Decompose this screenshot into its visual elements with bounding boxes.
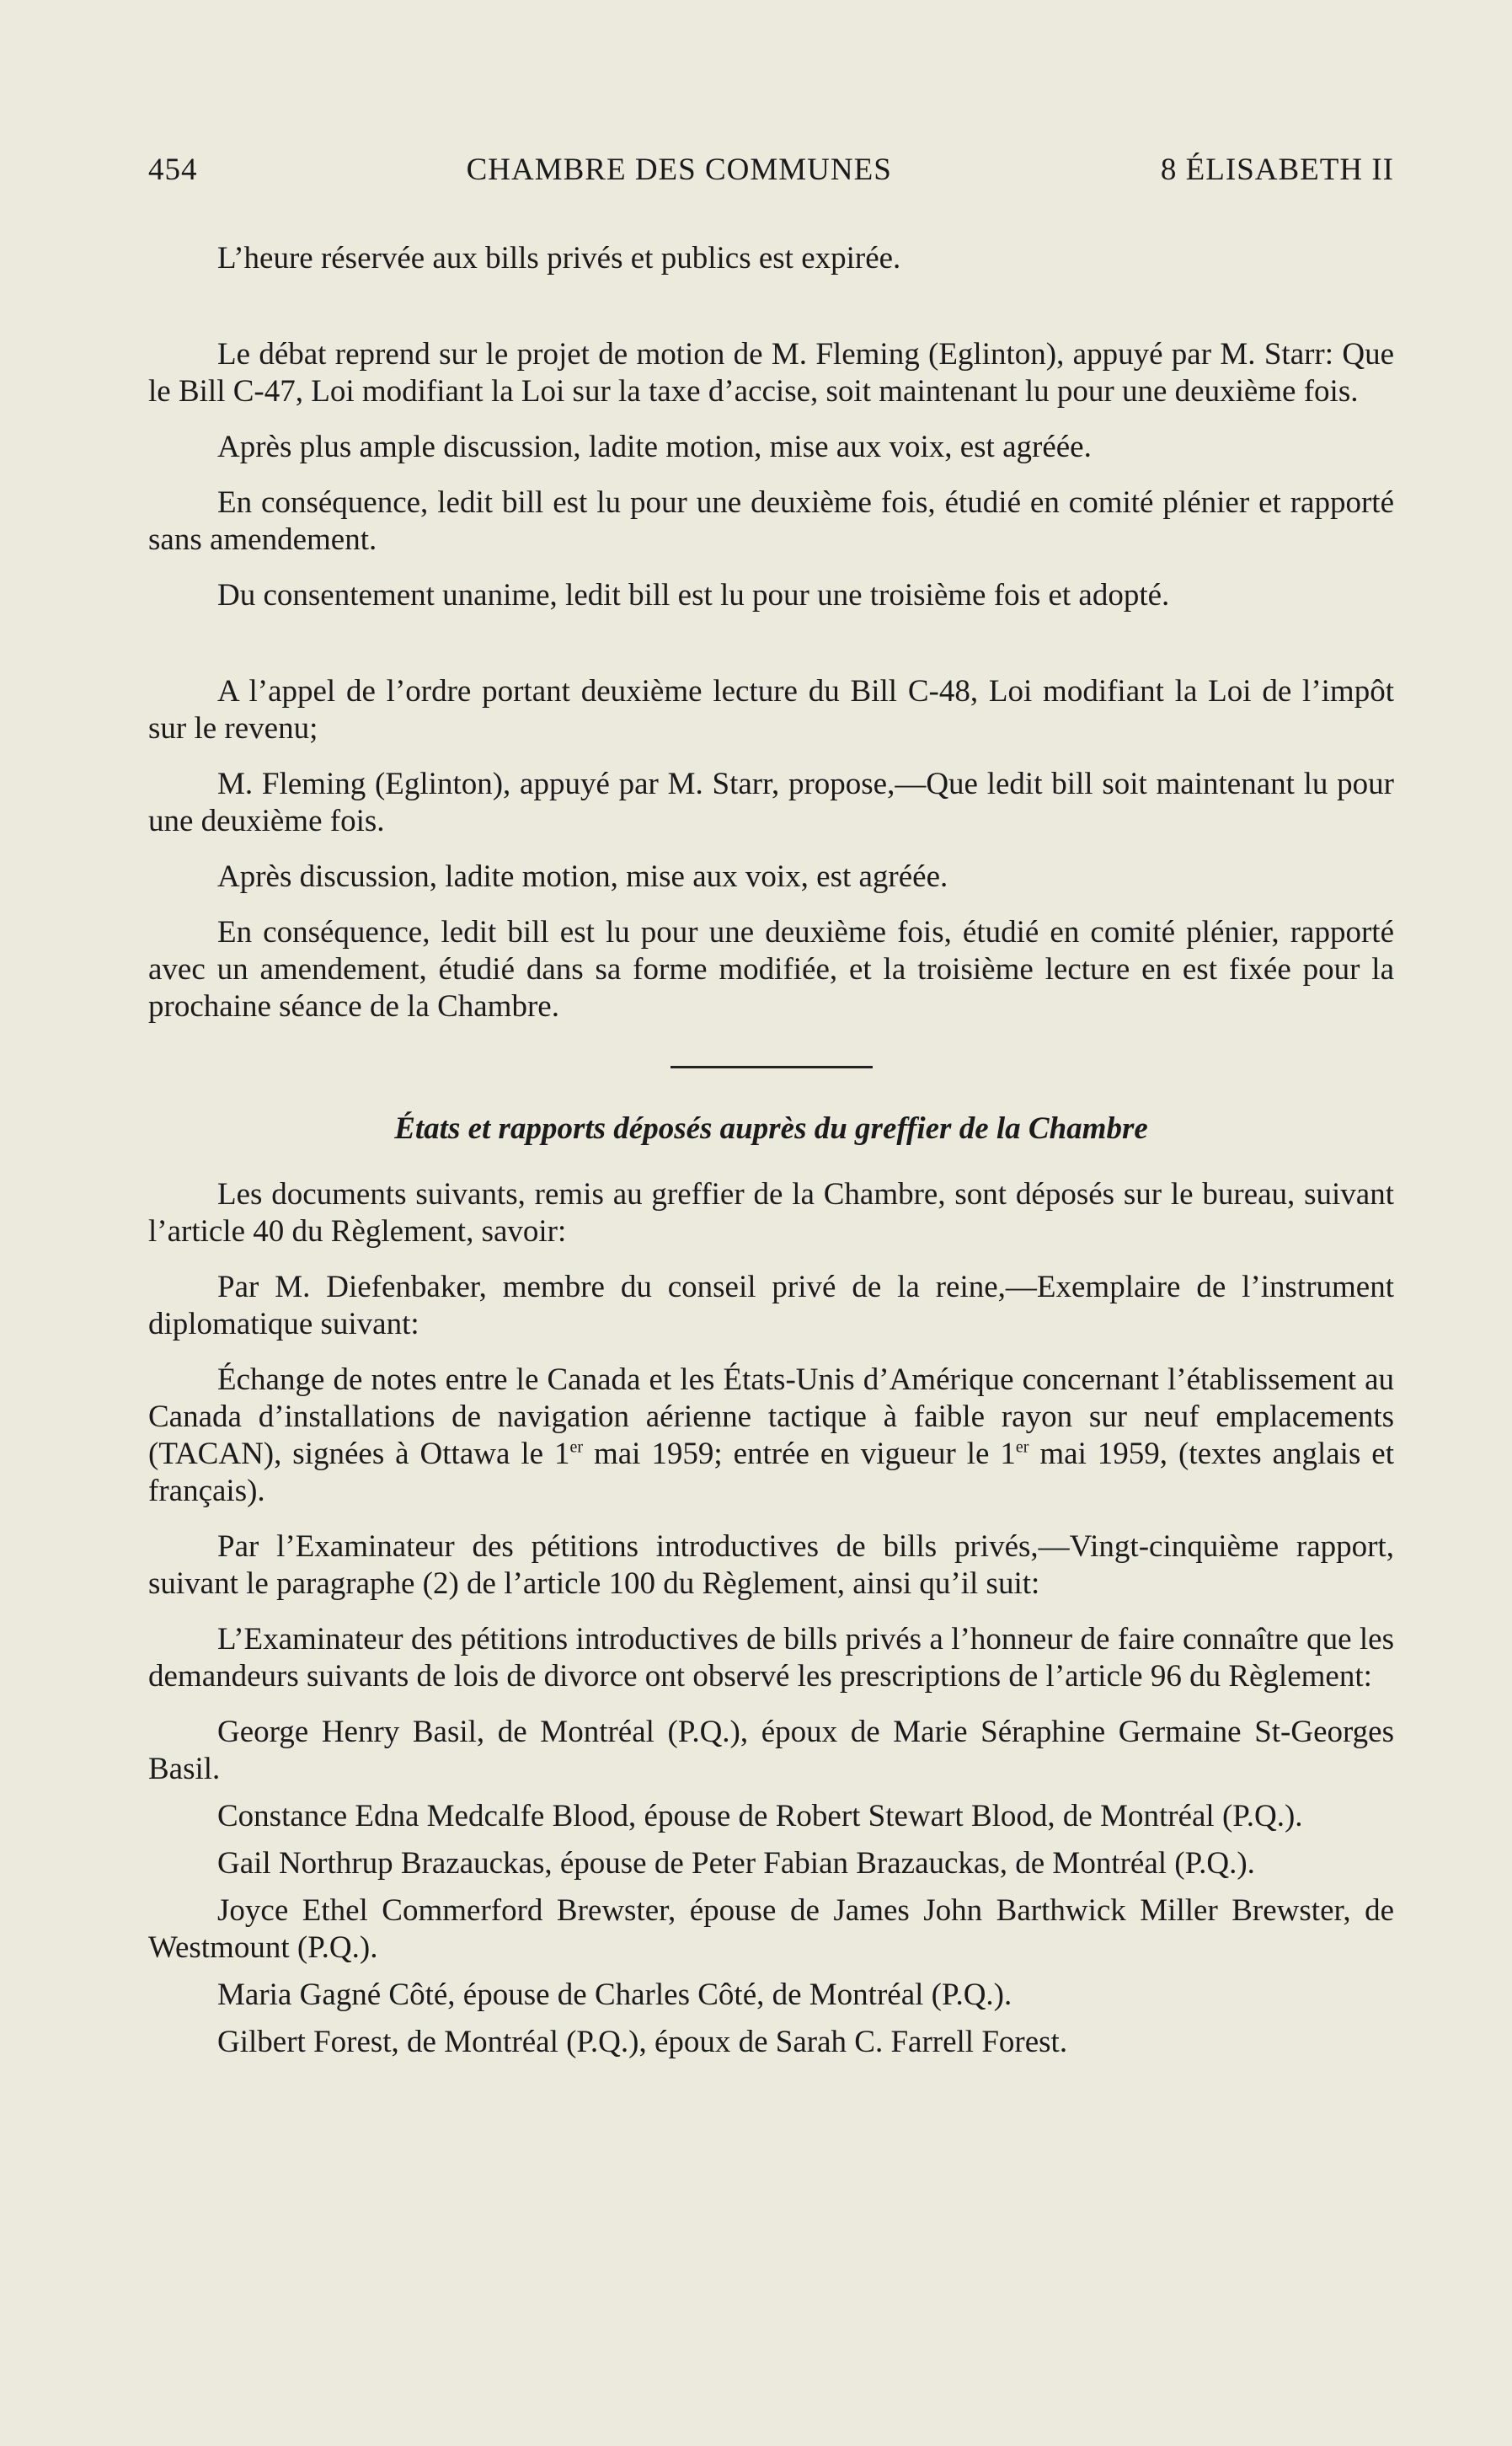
page-number: 454 xyxy=(148,153,198,187)
paragraph-examiner-report: Par l’Examinateur des pétitions introductives de bills privés,—Vingt-cinquième rapport, suivant le paragraphe (2) de l’article 100 du Règlement, ainsi qu’il suit: xyxy=(148,1529,1394,1601)
paragraph-debate-resumes: Le débat reprend sur le projet de motion de M. Fleming (Eglinton), appuyé par M. Starr: Que le Bill C-47, Loi modifiant la Loi sur la taxe d’accise, soit maintenant lu pour une deuxième fois. xyxy=(148,337,1394,409)
petitioner-item: Gail Northrup Brazauckas, épouse de Peter Fabian Brazauckas, de Montréal (P.Q.). xyxy=(217,1846,1255,1881)
petitioner-item: George Henry Basil, de Montréal (P.Q.), époux de Marie Séraphine Germaine St-Georges Basil. xyxy=(148,1715,1394,1786)
paragraph-second-reading: En conséquence, ledit bill est lu pour une deuxième fois, étudié en comité plénier et rapporté sans amendement. xyxy=(148,485,1394,557)
regnal-year: 8 ÉLISABETH II xyxy=(1160,153,1394,187)
section-divider xyxy=(671,1066,873,1068)
petitioner-item: Constance Edna Medcalfe Blood, épouse de Robert Stewart Blood, de Montréal (P.Q.). xyxy=(217,1799,1303,1833)
petitioner-item: Joyce Ethel Commerford Brewster, épouse de James John Barthwick Miller Brewster, de Westmount (P.Q.). xyxy=(148,1893,1394,1965)
section-title: États et rapports déposés auprès du greffier de la Chambre xyxy=(394,1111,1148,1146)
paragraph-fleming-proposes: M. Fleming (Eglinton), appuyé par M. Starr, propose,—Que ledit bill soit maintenant lu pour une deuxième fois. xyxy=(148,767,1394,838)
paragraph-diefenbaker: Par M. Diefenbaker, membre du conseil privé de la reine,—Exemplaire de l’instrument diplomatique suivant: xyxy=(148,1270,1394,1341)
paragraph-discussion-agreed: Après discussion, ladite motion, mise aux voix, est agréée. xyxy=(217,859,948,894)
running-header xyxy=(148,152,1394,188)
petitioner-item: Maria Gagné Côté, épouse de Charles Côté, de Montréal (P.Q.). xyxy=(217,1978,1012,2012)
paragraph-hour-expired: L’heure réservée aux bills privés et publics est expirée. xyxy=(217,241,901,276)
body-text xyxy=(148,240,1394,2061)
paragraph-tacan-exchange: Échange de notes entre le Canada et les États-Unis d’Amérique concernant l’établissement au Canada d’installations de navigation aérienne tactique à faible rayon sur neuf emplacements (TACAN), signées à Ottawa le 1er mai 1959; entrée en vigueur le 1er mai 1959, (textes anglais et français). xyxy=(148,1362,1395,1508)
petitioner-item: Gilbert Forest, de Montréal (P.Q.), époux de Sarah C. Farrell Forest. xyxy=(217,2025,1068,2059)
journal-title: CHAMBRE DES COMMUNES xyxy=(466,153,892,187)
paragraph-documents-tabled: Les documents suivants, remis au greffier de la Chambre, sont déposés sur le bureau, suivant l’article 40 du Règlement, savoir: xyxy=(148,1177,1394,1249)
paragraph-committee-amendment: En conséquence, ledit bill est lu pour une deuxième fois, étudié en comité plénier, rapporté avec un amendement, étudié dans sa forme modifiée, et la troisième lecture en est fixée pour la prochaine séance de la Chambre. xyxy=(148,915,1394,1024)
paragraph-third-reading: Du consentement unanime, ledit bill est lu pour une troisième fois et adopté. xyxy=(217,578,1170,613)
paragraph-order-c48: A l’appel de l’ordre portant deuxième lecture du Bill C-48, Loi modifiant la Loi de l’impôt sur le revenu; xyxy=(148,674,1394,746)
paragraph-examiner-honour: L’Examinateur des pétitions introductives de bills privés a l’honneur de faire connaître que les demandeurs suivants de lois de divorce ont observé les prescriptions de l’article 96 du Règlement: xyxy=(148,1622,1394,1694)
paragraph-motion-agreed: Après plus ample discussion, ladite motion, mise aux voix, est agréée. xyxy=(217,430,1092,464)
